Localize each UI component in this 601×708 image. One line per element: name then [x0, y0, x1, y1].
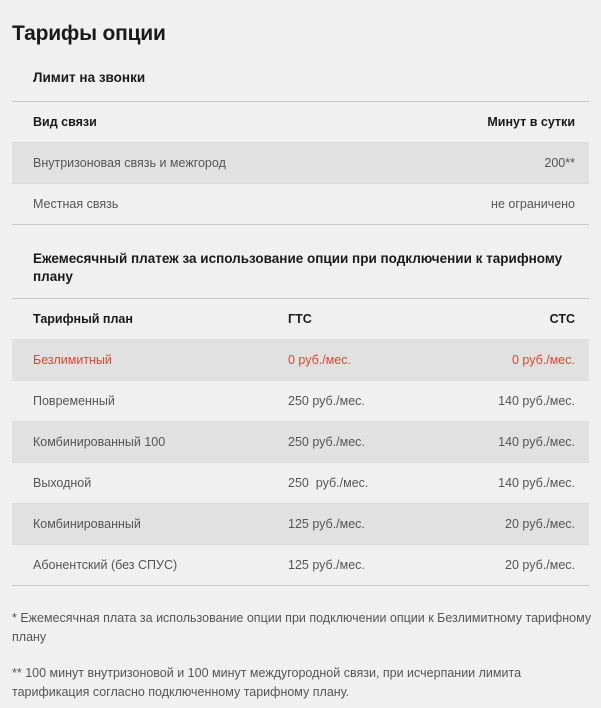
cell-gts-price: 125 руб./мес. [288, 545, 438, 586]
table-row [12, 381, 589, 422]
table-row [12, 422, 589, 463]
cell-sts-price: 20 руб./мес. [438, 545, 589, 586]
table-row [12, 143, 589, 184]
cell-tariff-plan: Повременный [12, 381, 288, 422]
column-header-tariff-plan: Тарифный план [12, 299, 288, 340]
cell-minutes: не ограничено [301, 184, 590, 225]
table-row [12, 463, 589, 504]
call-limit-title: Лимит на звонки [33, 70, 146, 85]
table-row [12, 504, 589, 545]
cell-tariff-plan: Безлимитный [12, 340, 288, 381]
cell-sts-price: 140 руб./мес. [438, 463, 589, 504]
table-header-row [12, 102, 589, 143]
cell-gts-price: 250 руб./мес. [288, 381, 438, 422]
footnote-double-asterisk: ** 100 минут внутризоновой и 100 минут междугородной связи, при исчерпании лимита тарификация согласно подключенному тарифному плану. [12, 666, 522, 699]
cell-tariff-plan: Абонентский (без СПУС) [12, 545, 288, 586]
cell-sts-price: 140 руб./мес. [438, 381, 589, 422]
cell-tariff-plan: Выходной [12, 463, 288, 504]
cell-tariff-plan: Комбинированный 100 [12, 422, 288, 463]
cell-gts-price: 0 руб./мес. [288, 340, 438, 381]
page-title: Тарифы опции [12, 22, 166, 45]
cell-minutes: 200** [301, 143, 590, 184]
cell-sts-price: 0 руб./мес. [438, 340, 589, 381]
column-header-connection-type: Вид связи [12, 102, 301, 143]
footnote-single-asterisk: * Ежемесячная плата за использование опции при подключении опции к Безлимитному тарифному плану [12, 611, 592, 644]
cell-gts-price: 125 руб./мес. [288, 504, 438, 545]
column-header-gts: ГТС [288, 299, 438, 340]
cell-sts-price: 20 руб./мес. [438, 504, 589, 545]
cell-connection-type: Внутризоновая связь и межгород [12, 143, 301, 184]
column-header-minutes-per-day: Минут в сутки [301, 102, 590, 143]
cell-gts-price: 250 руб./мес. [288, 422, 438, 463]
cell-connection-type: Местная связь [12, 184, 301, 225]
monthly-fee-title: Ежемесячный платеж за использование опции при подключении к тарифному плану [33, 251, 563, 284]
cell-gts-price: 250 руб./мес. [288, 463, 438, 504]
column-header-sts: СТС [438, 299, 589, 340]
cell-tariff-plan: Комбинированный [12, 504, 288, 545]
call-limit-table [12, 101, 589, 225]
cell-sts-price: 140 руб./мес. [438, 422, 589, 463]
table-row [12, 545, 589, 586]
monthly-fee-table [12, 298, 589, 586]
table-row [12, 184, 589, 225]
table-header-row [12, 299, 589, 340]
table-row [12, 340, 589, 381]
